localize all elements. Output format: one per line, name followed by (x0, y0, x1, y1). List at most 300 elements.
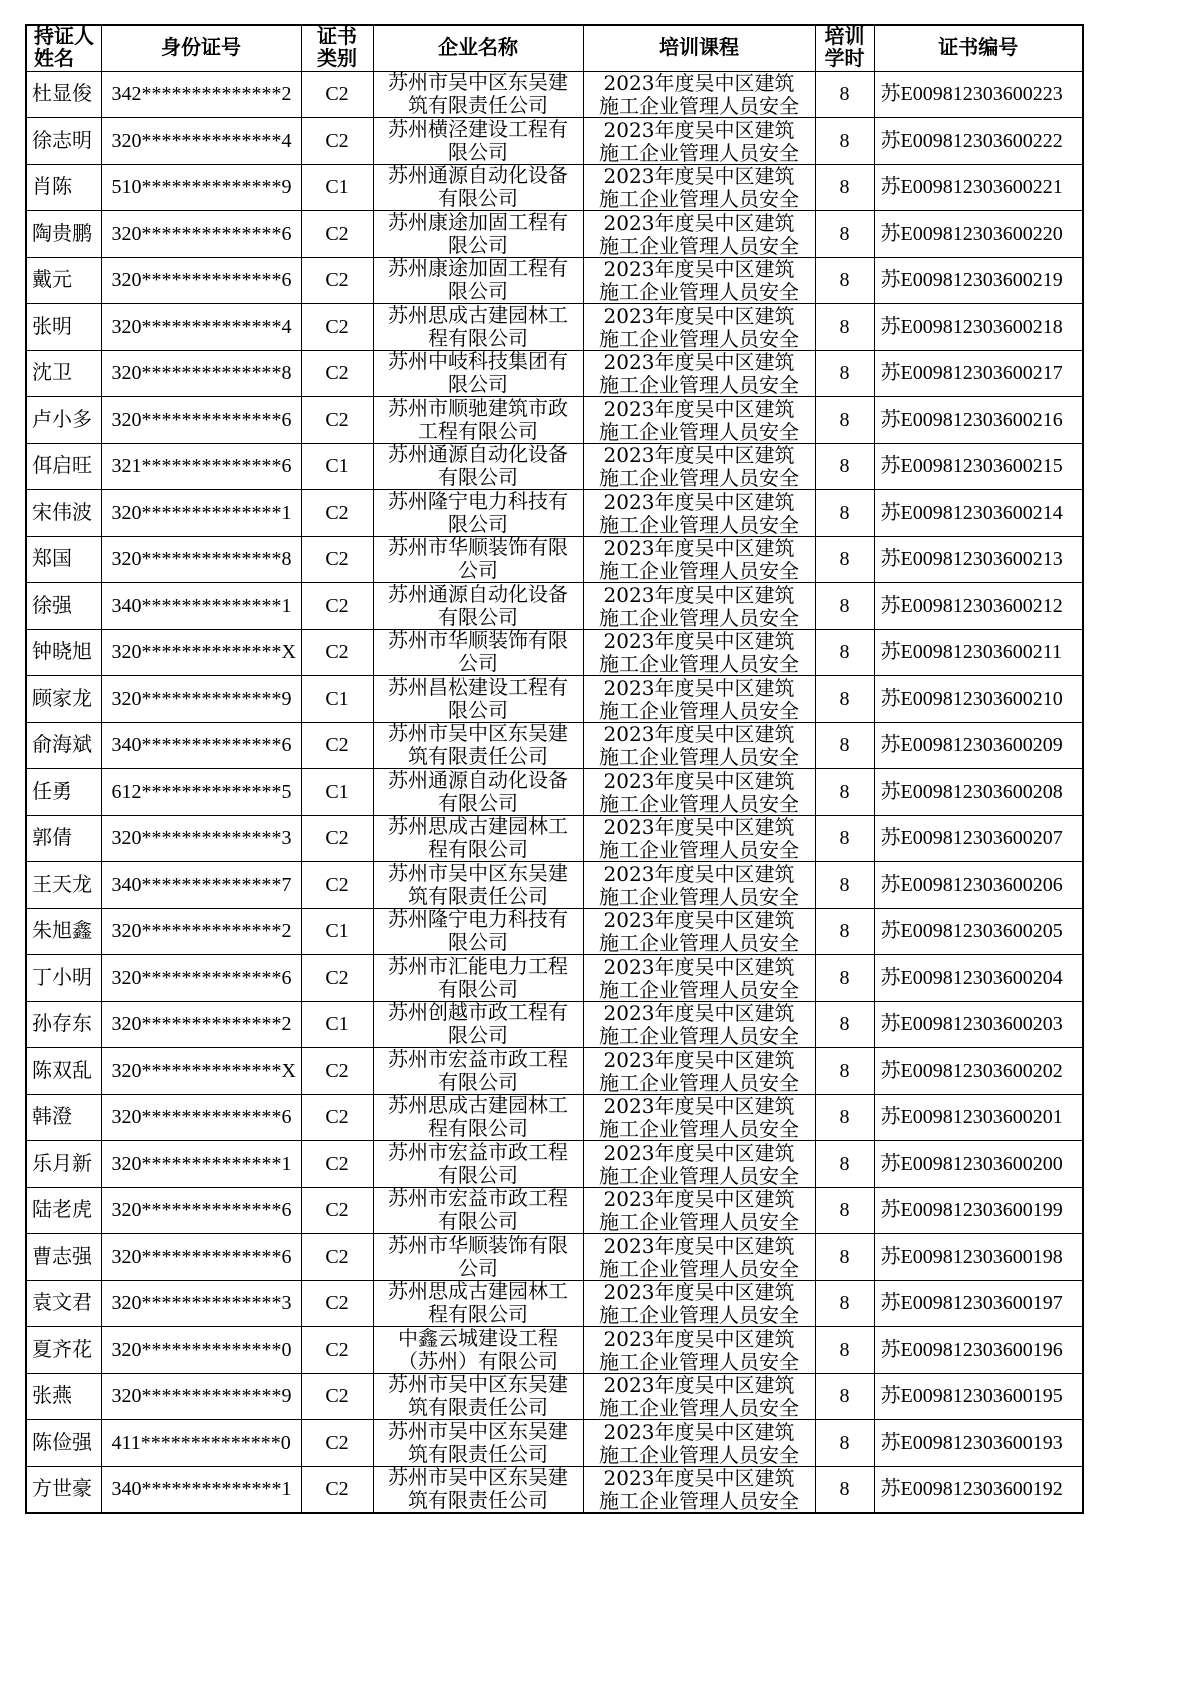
id-number-cell: 340**************1 (101, 1466, 301, 1513)
training-course-cell (583, 908, 815, 955)
company-name: 苏州隆宁电力科技有限公司 (388, 909, 568, 954)
table-row (26, 908, 1083, 955)
training-hours-cell: 8 (815, 1048, 874, 1095)
company-name: 苏州市吴中区东吴建筑有限责任公司 (388, 862, 568, 907)
training-course: 2023年度吴中区建筑施工企业管理人员安全 (599, 72, 799, 117)
certificate-class-cell: C2 (301, 490, 373, 537)
table-body (26, 71, 1083, 1513)
table-row (26, 815, 1083, 862)
header-row (26, 25, 1083, 71)
holder-name-cell: 陈双乱 (26, 1048, 101, 1095)
holder-name-cell: 钟晓旭 (26, 629, 101, 676)
certificate-class-cell: C1 (301, 443, 373, 490)
holder-name-cell: 宋伟波 (26, 490, 101, 537)
training-course-cell (583, 164, 815, 211)
company-name: 苏州市宏益市政工程有限公司 (388, 1141, 568, 1186)
training-course-cell (583, 583, 815, 630)
company-name: 苏州横泾建设工程有限公司 (388, 118, 568, 163)
company-name-cell (373, 1001, 583, 1048)
company-name: 苏州思成古建园林工程有限公司 (388, 816, 568, 861)
certificate-number-cell: 苏E009812303600200 (874, 1141, 1083, 1188)
company-name-cell (373, 536, 583, 583)
header-company-name: 企业名称 (373, 25, 583, 71)
training-course: 2023年度吴中区建筑施工企业管理人员安全 (599, 816, 799, 861)
holder-name-cell: 戴元 (26, 257, 101, 304)
training-hours-cell: 8 (815, 71, 874, 118)
holder-name-cell: 卢小多 (26, 397, 101, 444)
certificate-number-cell: 苏E009812303600203 (874, 1001, 1083, 1048)
company-name-cell (373, 118, 583, 165)
company-name-cell (373, 769, 583, 816)
training-course: 2023年度吴中区建筑施工企业管理人员安全 (599, 1048, 799, 1093)
certificate-class-cell: C2 (301, 257, 373, 304)
training-course: 2023年度吴中区建筑施工企业管理人员安全 (599, 1141, 799, 1186)
certificate-number-cell: 苏E009812303600222 (874, 118, 1083, 165)
company-name-cell (373, 211, 583, 258)
training-hours-cell: 8 (815, 211, 874, 258)
training-course-cell (583, 769, 815, 816)
training-course-cell (583, 71, 815, 118)
training-hours-cell: 8 (815, 1420, 874, 1467)
training-course: 2023年度吴中区建筑施工企业管理人员安全 (599, 630, 799, 675)
company-name-cell (373, 1234, 583, 1281)
id-number-cell: 320**************3 (101, 1280, 301, 1327)
holder-name-cell: 肖陈 (26, 164, 101, 211)
training-course: 2023年度吴中区建筑施工企业管理人员安全 (599, 1002, 799, 1047)
training-course: 2023年度吴中区建筑施工企业管理人员安全 (599, 909, 799, 954)
certificate-class-cell: C2 (301, 815, 373, 862)
certificate-number-cell: 苏E009812303600211 (874, 629, 1083, 676)
id-number-cell: 612**************5 (101, 769, 301, 816)
company-name: 苏州市华顺装饰有限公司 (388, 1234, 568, 1279)
company-name: 苏州中岐科技集团有限公司 (388, 351, 568, 396)
table-row (26, 583, 1083, 630)
training-course: 2023年度吴中区建筑施工企业管理人员安全 (599, 490, 799, 535)
training-hours-cell: 8 (815, 1187, 874, 1234)
table-row (26, 164, 1083, 211)
company-name-cell (373, 1327, 583, 1374)
company-name-cell (373, 1280, 583, 1327)
company-name-cell (373, 1466, 583, 1513)
training-course: 2023年度吴中区建筑施工企业管理人员安全 (599, 1420, 799, 1465)
training-course: 2023年度吴中区建筑施工企业管理人员安全 (599, 165, 799, 210)
id-number-cell: 320**************X (101, 1048, 301, 1095)
header-holder-name: 持证人姓名 (26, 25, 101, 71)
training-course-cell (583, 815, 815, 862)
holder-name-cell: 陈俭强 (26, 1420, 101, 1467)
training-course: 2023年度吴中区建筑施工企业管理人员安全 (599, 1234, 799, 1279)
company-name: 苏州市吴中区东吴建筑有限责任公司 (388, 72, 568, 117)
company-name-cell (373, 629, 583, 676)
certificate-number-cell: 苏E009812303600198 (874, 1234, 1083, 1281)
training-hours-cell: 8 (815, 629, 874, 676)
id-number-cell: 320**************6 (101, 211, 301, 258)
certificate-number-cell: 苏E009812303600214 (874, 490, 1083, 537)
training-hours-cell: 8 (815, 1280, 874, 1327)
table-row (26, 536, 1083, 583)
table-row (26, 1280, 1083, 1327)
company-name-cell (373, 71, 583, 118)
holder-name-cell: 张明 (26, 304, 101, 351)
id-number-cell: 320**************2 (101, 908, 301, 955)
company-name-cell (373, 397, 583, 444)
id-number-cell: 411**************0 (101, 1420, 301, 1467)
certificate-class-cell: C2 (301, 955, 373, 1002)
training-course: 2023年度吴中区建筑施工企业管理人员安全 (599, 397, 799, 442)
id-number-cell: 320**************6 (101, 397, 301, 444)
holder-name-cell: 徐强 (26, 583, 101, 630)
table-row (26, 1234, 1083, 1281)
training-course-cell (583, 1234, 815, 1281)
training-course-cell (583, 1001, 815, 1048)
training-hours-cell: 8 (815, 490, 874, 537)
holder-name-cell: 乐月新 (26, 1141, 101, 1188)
id-number-cell: 320**************1 (101, 1141, 301, 1188)
company-name-cell (373, 1141, 583, 1188)
certificate-number-cell: 苏E009812303600204 (874, 955, 1083, 1002)
training-hours-cell: 8 (815, 862, 874, 909)
id-number-cell: 321**************6 (101, 443, 301, 490)
certificate-class-cell: C2 (301, 1234, 373, 1281)
holder-name-cell: 韩澄 (26, 1094, 101, 1141)
training-hours-cell: 8 (815, 1466, 874, 1513)
certificate-class-cell: C2 (301, 536, 373, 583)
holder-name-cell: 夏齐花 (26, 1327, 101, 1374)
training-course-cell (583, 1420, 815, 1467)
training-hours-cell: 8 (815, 1373, 874, 1420)
training-course: 2023年度吴中区建筑施工企业管理人员安全 (599, 1467, 799, 1511)
certificate-number-cell: 苏E009812303600197 (874, 1280, 1083, 1327)
certificate-number-cell: 苏E009812303600209 (874, 722, 1083, 769)
table-row (26, 1094, 1083, 1141)
training-course-cell (583, 1280, 815, 1327)
id-number-cell: 342**************2 (101, 71, 301, 118)
table-row (26, 629, 1083, 676)
certificate-class-cell: C2 (301, 583, 373, 630)
header-training-course: 培训课程 (583, 25, 815, 71)
training-course-cell (583, 722, 815, 769)
company-name-cell (373, 955, 583, 1002)
certificate-class-cell: C2 (301, 1141, 373, 1188)
table-row (26, 118, 1083, 165)
company-name: 苏州康途加固工程有限公司 (388, 258, 568, 303)
training-course: 2023年度吴中区建筑施工企业管理人员安全 (599, 118, 799, 163)
id-number-cell: 320**************6 (101, 257, 301, 304)
company-name-cell (373, 1420, 583, 1467)
company-name: 苏州隆宁电力科技有限公司 (388, 490, 568, 535)
training-hours-cell: 8 (815, 164, 874, 211)
holder-name-cell: 徐志明 (26, 118, 101, 165)
header-training-hours: 培训学时 (815, 25, 874, 71)
certificate-class-cell: C2 (301, 1420, 373, 1467)
company-name: 中鑫云城建设工程（苏州）有限公司 (398, 1327, 558, 1372)
training-course-cell (583, 350, 815, 397)
company-name-cell (373, 583, 583, 630)
table-row (26, 1001, 1083, 1048)
company-name: 苏州市吴中区东吴建筑有限责任公司 (388, 1467, 568, 1511)
certificate-class-cell: C2 (301, 1094, 373, 1141)
training-hours-cell: 8 (815, 1141, 874, 1188)
table-row (26, 71, 1083, 118)
certificate-table (25, 24, 1084, 1514)
holder-name-cell: 顾家龙 (26, 676, 101, 723)
training-course: 2023年度吴中区建筑施工企业管理人员安全 (599, 211, 799, 256)
certificate-class-cell: C1 (301, 908, 373, 955)
company-name-cell (373, 815, 583, 862)
company-name: 苏州创越市政工程有限公司 (388, 1002, 568, 1047)
certificate-class-cell: C2 (301, 1048, 373, 1095)
certificate-number-cell: 苏E009812303600216 (874, 397, 1083, 444)
training-course: 2023年度吴中区建筑施工企业管理人员安全 (599, 1374, 799, 1419)
company-name-cell (373, 257, 583, 304)
training-hours-cell: 8 (815, 955, 874, 1002)
certificate-class-cell: C2 (301, 1466, 373, 1513)
training-hours-cell: 8 (815, 1094, 874, 1141)
company-name: 苏州市顺驰建筑市政工程有限公司 (388, 397, 568, 442)
training-course-cell (583, 1466, 815, 1513)
training-course-cell (583, 629, 815, 676)
certificate-number-cell: 苏E009812303600212 (874, 583, 1083, 630)
id-number-cell: 320**************9 (101, 1373, 301, 1420)
holder-name-cell: 任勇 (26, 769, 101, 816)
training-course: 2023年度吴中区建筑施工企业管理人员安全 (599, 769, 799, 814)
certificate-number-cell: 苏E009812303600192 (874, 1466, 1083, 1513)
certificate-class-cell: C1 (301, 1001, 373, 1048)
company-name: 苏州通源自动化设备有限公司 (388, 583, 568, 628)
training-course: 2023年度吴中区建筑施工企业管理人员安全 (599, 258, 799, 303)
table-row (26, 676, 1083, 723)
table-row (26, 257, 1083, 304)
company-name: 苏州市吴中区东吴建筑有限责任公司 (388, 723, 568, 768)
company-name: 苏州通源自动化设备有限公司 (388, 444, 568, 489)
training-course-cell (583, 443, 815, 490)
training-hours-cell: 8 (815, 908, 874, 955)
certificate-number-cell: 苏E009812303600220 (874, 211, 1083, 258)
training-course: 2023年度吴中区建筑施工企业管理人员安全 (599, 862, 799, 907)
id-number-cell: 320**************6 (101, 1094, 301, 1141)
table-row (26, 722, 1083, 769)
company-name: 苏州市吴中区东吴建筑有限责任公司 (388, 1374, 568, 1419)
company-name-cell (373, 350, 583, 397)
certificate-number-cell: 苏E009812303600195 (874, 1373, 1083, 1420)
table-row (26, 1466, 1083, 1513)
training-course-cell (583, 676, 815, 723)
training-course: 2023年度吴中区建筑施工企业管理人员安全 (599, 444, 799, 489)
table-row (26, 304, 1083, 351)
certificate-class-cell: C2 (301, 71, 373, 118)
table-row (26, 1141, 1083, 1188)
holder-name-cell: 曹志强 (26, 1234, 101, 1281)
id-number-cell: 320**************8 (101, 536, 301, 583)
training-course: 2023年度吴中区建筑施工企业管理人员安全 (599, 955, 799, 1000)
id-number-cell: 320**************6 (101, 1234, 301, 1281)
training-hours-cell: 8 (815, 118, 874, 165)
training-hours-cell: 8 (815, 676, 874, 723)
table-row (26, 1373, 1083, 1420)
certificate-number-cell: 苏E009812303600207 (874, 815, 1083, 862)
training-course-cell (583, 1141, 815, 1188)
training-course-cell (583, 1187, 815, 1234)
training-hours-cell: 8 (815, 304, 874, 351)
holder-name-cell: 郭倩 (26, 815, 101, 862)
holder-name-cell: 王天龙 (26, 862, 101, 909)
training-course-cell (583, 1327, 815, 1374)
training-course: 2023年度吴中区建筑施工企业管理人员安全 (599, 1281, 799, 1326)
certificate-number-cell: 苏E009812303600223 (874, 71, 1083, 118)
training-course-cell (583, 118, 815, 165)
holder-name-cell: 张燕 (26, 1373, 101, 1420)
header-id-number: 身份证号 (101, 25, 301, 71)
certificate-class-cell: C2 (301, 1327, 373, 1374)
table-row (26, 1327, 1083, 1374)
training-course-cell (583, 862, 815, 909)
training-course: 2023年度吴中区建筑施工企业管理人员安全 (599, 351, 799, 396)
training-course-cell (583, 490, 815, 537)
company-name: 苏州思成古建园林工程有限公司 (388, 304, 568, 349)
company-name: 苏州市宏益市政工程有限公司 (388, 1188, 568, 1233)
id-number-cell: 340**************7 (101, 862, 301, 909)
company-name: 苏州思成古建园林工程有限公司 (388, 1095, 568, 1140)
id-number-cell: 320**************3 (101, 815, 301, 862)
company-name: 苏州昌松建设工程有限公司 (388, 676, 568, 721)
table-row (26, 443, 1083, 490)
certificate-class-cell: C2 (301, 118, 373, 165)
training-hours-cell: 8 (815, 536, 874, 583)
certificate-number-cell: 苏E009812303600217 (874, 350, 1083, 397)
training-hours-cell: 8 (815, 350, 874, 397)
certificate-class-cell: C2 (301, 211, 373, 258)
training-course: 2023年度吴中区建筑施工企业管理人员安全 (599, 1095, 799, 1140)
id-number-cell: 320**************6 (101, 1187, 301, 1234)
holder-name-cell: 陆老虎 (26, 1187, 101, 1234)
training-hours-cell: 8 (815, 1234, 874, 1281)
training-course-cell (583, 1048, 815, 1095)
training-course: 2023年度吴中区建筑施工企业管理人员安全 (599, 537, 799, 582)
company-name-cell (373, 443, 583, 490)
table-row (26, 211, 1083, 258)
company-name: 苏州市汇能电力工程有限公司 (388, 955, 568, 1000)
certificate-number-cell: 苏E009812303600210 (874, 676, 1083, 723)
id-number-cell: 340**************6 (101, 722, 301, 769)
training-course: 2023年度吴中区建筑施工企业管理人员安全 (599, 583, 799, 628)
training-hours-cell: 8 (815, 1327, 874, 1374)
id-number-cell: 320**************2 (101, 1001, 301, 1048)
training-course-cell (583, 1094, 815, 1141)
certificate-number-cell: 苏E009812303600218 (874, 304, 1083, 351)
certificate-class-cell: C2 (301, 722, 373, 769)
id-number-cell: 320**************4 (101, 118, 301, 165)
company-name: 苏州市宏益市政工程有限公司 (388, 1048, 568, 1093)
certificate-number-cell: 苏E009812303600219 (874, 257, 1083, 304)
holder-name-cell: 陶贵鹏 (26, 211, 101, 258)
company-name-cell (373, 304, 583, 351)
company-name: 苏州康途加固工程有限公司 (388, 211, 568, 256)
company-name: 苏州市华顺装饰有限公司 (388, 537, 568, 582)
certificate-number-cell: 苏E009812303600193 (874, 1420, 1083, 1467)
training-course: 2023年度吴中区建筑施工企业管理人员安全 (599, 1327, 799, 1372)
id-number-cell: 320**************0 (101, 1327, 301, 1374)
table-row (26, 1187, 1083, 1234)
training-course-cell (583, 1373, 815, 1420)
certificate-class-cell: C2 (301, 629, 373, 676)
certificate-number-cell: 苏E009812303600205 (874, 908, 1083, 955)
training-hours-cell: 8 (815, 397, 874, 444)
company-name: 苏州市吴中区东吴建筑有限责任公司 (388, 1420, 568, 1465)
holder-name-cell: 朱旭鑫 (26, 908, 101, 955)
header-certificate-number: 证书编号 (874, 25, 1083, 71)
company-name-cell (373, 1373, 583, 1420)
table-row (26, 397, 1083, 444)
table-row (26, 862, 1083, 909)
training-hours-cell: 8 (815, 722, 874, 769)
table-row (26, 769, 1083, 816)
training-hours-cell: 8 (815, 583, 874, 630)
company-name: 苏州通源自动化设备有限公司 (388, 165, 568, 210)
id-number-cell: 510**************9 (101, 164, 301, 211)
training-course: 2023年度吴中区建筑施工企业管理人员安全 (599, 723, 799, 768)
holder-name-cell: 袁文君 (26, 1280, 101, 1327)
table-row (26, 1048, 1083, 1095)
certificate-number-cell: 苏E009812303600208 (874, 769, 1083, 816)
certificate-class-cell: C2 (301, 397, 373, 444)
training-hours-cell: 8 (815, 769, 874, 816)
certificate-class-cell: C1 (301, 676, 373, 723)
company-name-cell (373, 862, 583, 909)
certificate-class-cell: C2 (301, 862, 373, 909)
company-name: 苏州思成古建园林工程有限公司 (388, 1281, 568, 1326)
company-name-cell (373, 1094, 583, 1141)
training-hours-cell: 8 (815, 257, 874, 304)
certificate-number-cell: 苏E009812303600221 (874, 164, 1083, 211)
id-number-cell: 320**************1 (101, 490, 301, 537)
training-course-cell (583, 257, 815, 304)
training-course: 2023年度吴中区建筑施工企业管理人员安全 (599, 304, 799, 349)
holder-name-cell: 孙存东 (26, 1001, 101, 1048)
id-number-cell: 320**************9 (101, 676, 301, 723)
id-number-cell: 340**************1 (101, 583, 301, 630)
holder-name-cell: 丁小明 (26, 955, 101, 1002)
id-number-cell: 320**************8 (101, 350, 301, 397)
table-row (26, 1420, 1083, 1467)
company-name-cell (373, 1187, 583, 1234)
table-row (26, 350, 1083, 397)
certificate-number-cell: 苏E009812303600215 (874, 443, 1083, 490)
table-row (26, 490, 1083, 537)
training-course-cell (583, 955, 815, 1002)
company-name: 苏州市华顺装饰有限公司 (388, 630, 568, 675)
certificate-class-cell: C2 (301, 1187, 373, 1234)
holder-name-cell: 佴启旺 (26, 443, 101, 490)
training-hours-cell: 8 (815, 443, 874, 490)
certificate-class-cell: C2 (301, 1373, 373, 1420)
certificate-number-cell: 苏E009812303600202 (874, 1048, 1083, 1095)
certificate-number-cell: 苏E009812303600206 (874, 862, 1083, 909)
holder-name-cell: 方世豪 (26, 1466, 101, 1513)
company-name-cell (373, 164, 583, 211)
certificate-class-cell: C2 (301, 1280, 373, 1327)
training-course-cell (583, 397, 815, 444)
certificate-class-cell: C1 (301, 164, 373, 211)
id-number-cell: 320**************4 (101, 304, 301, 351)
certificate-class-cell: C2 (301, 350, 373, 397)
certificate-number-cell: 苏E009812303600213 (874, 536, 1083, 583)
holder-name-cell: 郑国 (26, 536, 101, 583)
company-name-cell (373, 676, 583, 723)
training-course-cell (583, 211, 815, 258)
header-certificate-class: 证书类别 (301, 25, 373, 71)
company-name-cell (373, 490, 583, 537)
holder-name-cell: 俞海斌 (26, 722, 101, 769)
